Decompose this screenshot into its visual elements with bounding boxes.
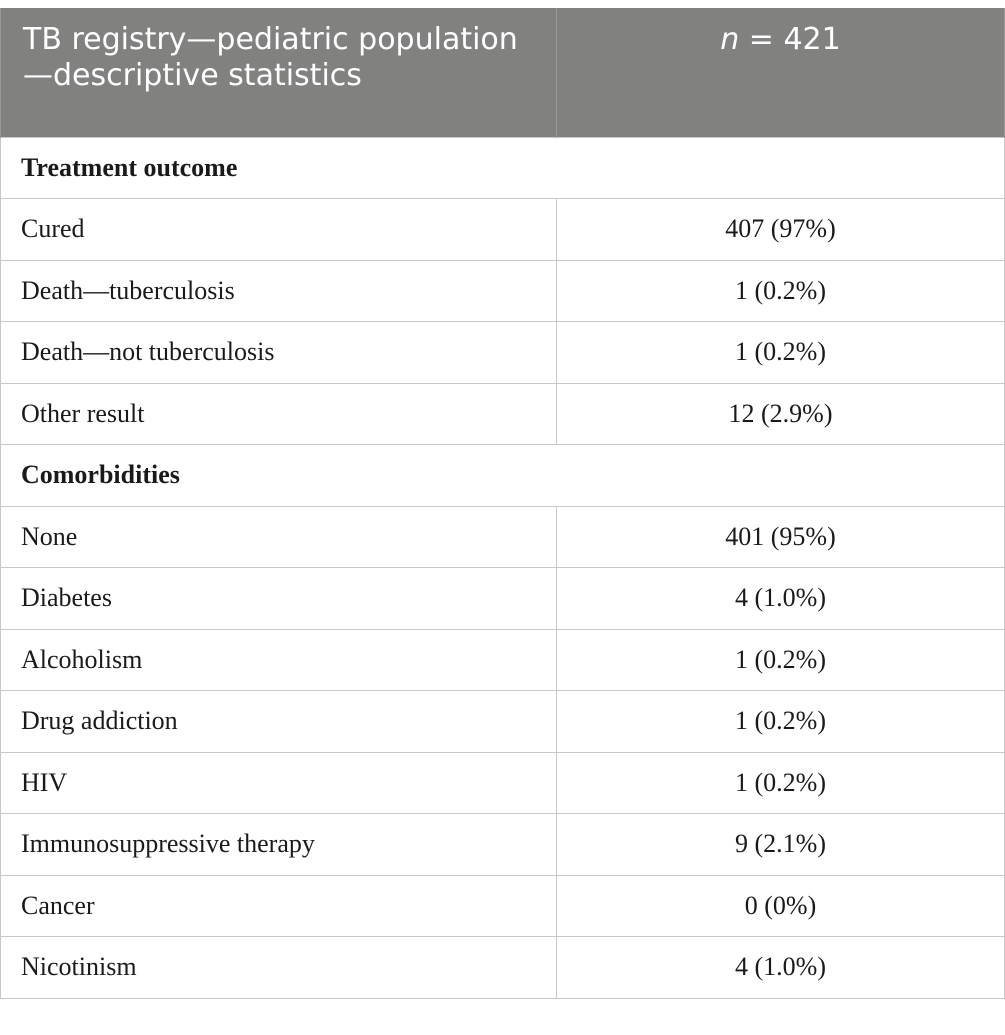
n-value: = 421	[739, 22, 841, 57]
n-symbol: n	[720, 22, 740, 57]
table-row	[1, 260, 1005, 322]
row-label: Alcoholism	[1, 629, 557, 691]
table-row	[1, 937, 1005, 999]
statistics-table	[0, 8, 1005, 999]
row-label: Drug addiction	[1, 691, 557, 753]
table-row	[1, 629, 1005, 691]
row-value: 0 (0%)	[557, 875, 1005, 937]
row-value: 1 (0.2%)	[557, 691, 1005, 753]
table-row	[1, 752, 1005, 814]
section-title: Treatment outcome	[1, 137, 1005, 199]
row-label: Death—not tuberculosis	[1, 322, 557, 384]
table-row	[1, 322, 1005, 384]
row-value: 1 (0.2%)	[557, 322, 1005, 384]
header-label: TB registry—pediatric population—descriptive statistics	[1, 8, 557, 137]
row-label: Cured	[1, 199, 557, 261]
section-row	[1, 137, 1005, 199]
section-row	[1, 445, 1005, 507]
row-value: 407 (97%)	[557, 199, 1005, 261]
header-row	[1, 8, 1005, 137]
table-header	[1, 8, 1005, 137]
row-label: Diabetes	[1, 568, 557, 630]
table-row	[1, 814, 1005, 876]
row-value: 4 (1.0%)	[557, 568, 1005, 630]
table-row	[1, 691, 1005, 753]
row-value: 4 (1.0%)	[557, 937, 1005, 999]
header-sample-size	[557, 8, 1005, 137]
row-value: 1 (0.2%)	[557, 629, 1005, 691]
row-label: None	[1, 506, 557, 568]
table-row	[1, 383, 1005, 445]
row-value: 1 (0.2%)	[557, 752, 1005, 814]
row-label: HIV	[1, 752, 557, 814]
row-label: Cancer	[1, 875, 557, 937]
section-title: Comorbidities	[1, 445, 1005, 507]
table-row	[1, 506, 1005, 568]
row-value: 9 (2.1%)	[557, 814, 1005, 876]
row-label: Other result	[1, 383, 557, 445]
row-value: 12 (2.9%)	[557, 383, 1005, 445]
row-label: Immunosuppressive therapy	[1, 814, 557, 876]
row-value: 401 (95%)	[557, 506, 1005, 568]
table-body	[1, 137, 1005, 998]
row-label: Nicotinism	[1, 937, 557, 999]
table-row	[1, 199, 1005, 261]
row-value: 1 (0.2%)	[557, 260, 1005, 322]
row-label: Death—tuberculosis	[1, 260, 557, 322]
table-row	[1, 875, 1005, 937]
table-row	[1, 568, 1005, 630]
